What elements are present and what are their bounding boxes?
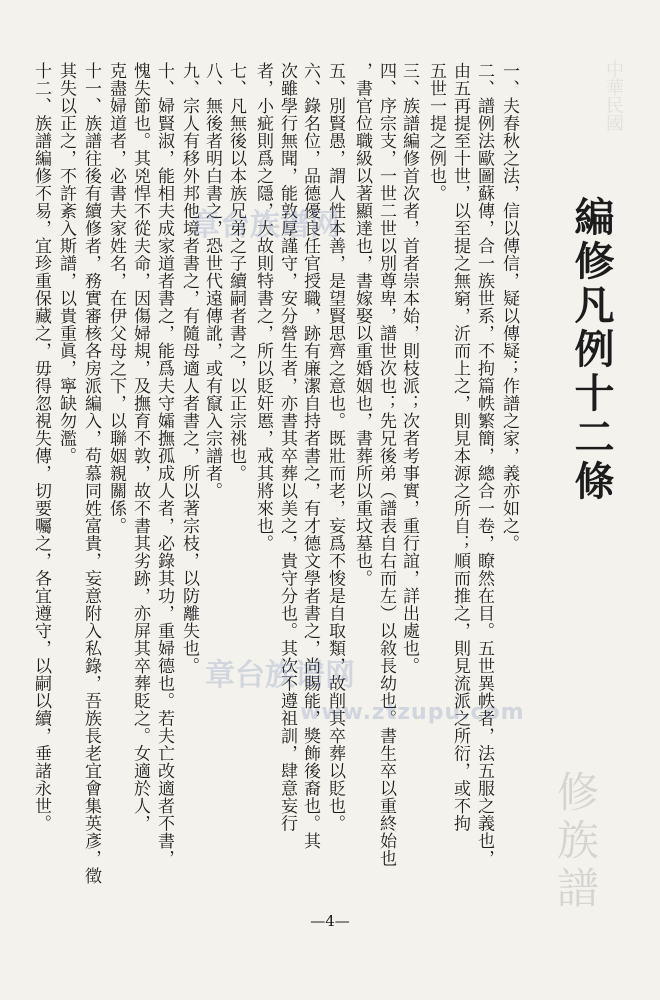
text-column: 五世一提之例也。 [426,62,446,202]
bleed-through-text: 中華民國 [603,60,624,132]
text-column: 七、凡無後以本族兄弟之子續嗣者書之，以正宗祧也。 [226,62,246,482]
text-column: 八、無後者明白書之，恐世代遠傳訛，或有竄入宗譜者。 [202,62,222,500]
text-column: 者，小疵則爲之隱，大故則特書之，所以貶奸慝，戒其將來也。 [253,62,273,552]
text-column: 十一、族譜往後有續修者，務實審核各房派編入，苟慕同姓富貴，妄意附入私錄，吾族長老宜會集英彥，徵 [81,62,101,885]
text-column: 次雖學行無聞，能敦厚謹守，安分營生者，亦書其卒葬以美之，貴守分也。其次不遵祖訓，肆意妄行 [277,62,297,832]
text-column: 愧失節也。其兇悍不從夫命，因傷婦規，及撫育不敦，故不書其劣跡，亦屏其卒葬貶之。女適於人， [130,62,150,832]
bleed-through-seal: 修族譜 [551,770,600,914]
watermark-url: www.ztzupu.com [300,700,525,725]
text-column: ，書官位職級以著顯達也，書嫁娶以重婚姻也，書葬所以重坟墓也。 [352,62,372,587]
text-column: 十二、族譜編修不易，宜珍重保藏之，毋得忽視失傳，切要囑之，各宜遵守，以嗣以續，垂諸永世。 [31,62,51,832]
page-number: —4— [310,912,350,930]
text-column: 六、錄名位，品德優良任官授職，跡有廉潔自持者書之，有才德文學者書之，尚賜能，獎飾後裔也。其 [300,62,320,850]
text-column: 九、宗人有移外邦他境者書之，有隨母適人者書之，所以著宗枝，以防離失也。 [179,62,199,675]
text-column: 克盡婦道者，必書夫家姓名，在伊父母之下，以聯姻親關係。 [106,62,126,535]
text-column: 一、夫春秋之法，信以傳信，疑以傳疑；作譜之家，義亦如之。 [499,62,519,552]
text-column: 由五再提至十世，以至提之無窮，沂而上之，則見本源之所自；順而推之，則見流派之所衍，或不拘 [450,62,470,832]
text-column: 十、婦賢淑，能相夫成家道者書之，能爲夫守孀撫孤成人者，必錄其功，重婦德也。若夫亡改適者不書， [154,62,174,867]
watermark-text: 章台族谱网 [205,658,355,693]
text-column: 其失以正之，不許紊入斯譜，以貴重眞，寧缺勿濫。 [56,62,76,465]
text-column: 五、別賢愚，謂人性本善，是望賢思齊之意也。既壯而老，妄爲不悛是自取類，故削其卒葬以貶也。 [325,62,345,832]
page-title: 編修凡例十二條 [568,196,615,504]
text-column: 三、族譜編修首次者，首者崇本始，則枝派；次者考事實，重行誼，詳出處也。 [399,62,419,675]
watermark-text: 章台族谱网 [190,208,340,243]
text-column: 四、序宗支，一世二世以別尊卑，譜世次也；先兄後弟（譜表自右而左）以敘長幼也。書生卒以重終始也 [376,62,396,867]
text-column: 二、譜例法歐圖蘇傳，合一族世系，不拘篇帙繁簡，總合一卷，瞭然在目。五世異帙者，法五服之義也， [474,62,494,867]
